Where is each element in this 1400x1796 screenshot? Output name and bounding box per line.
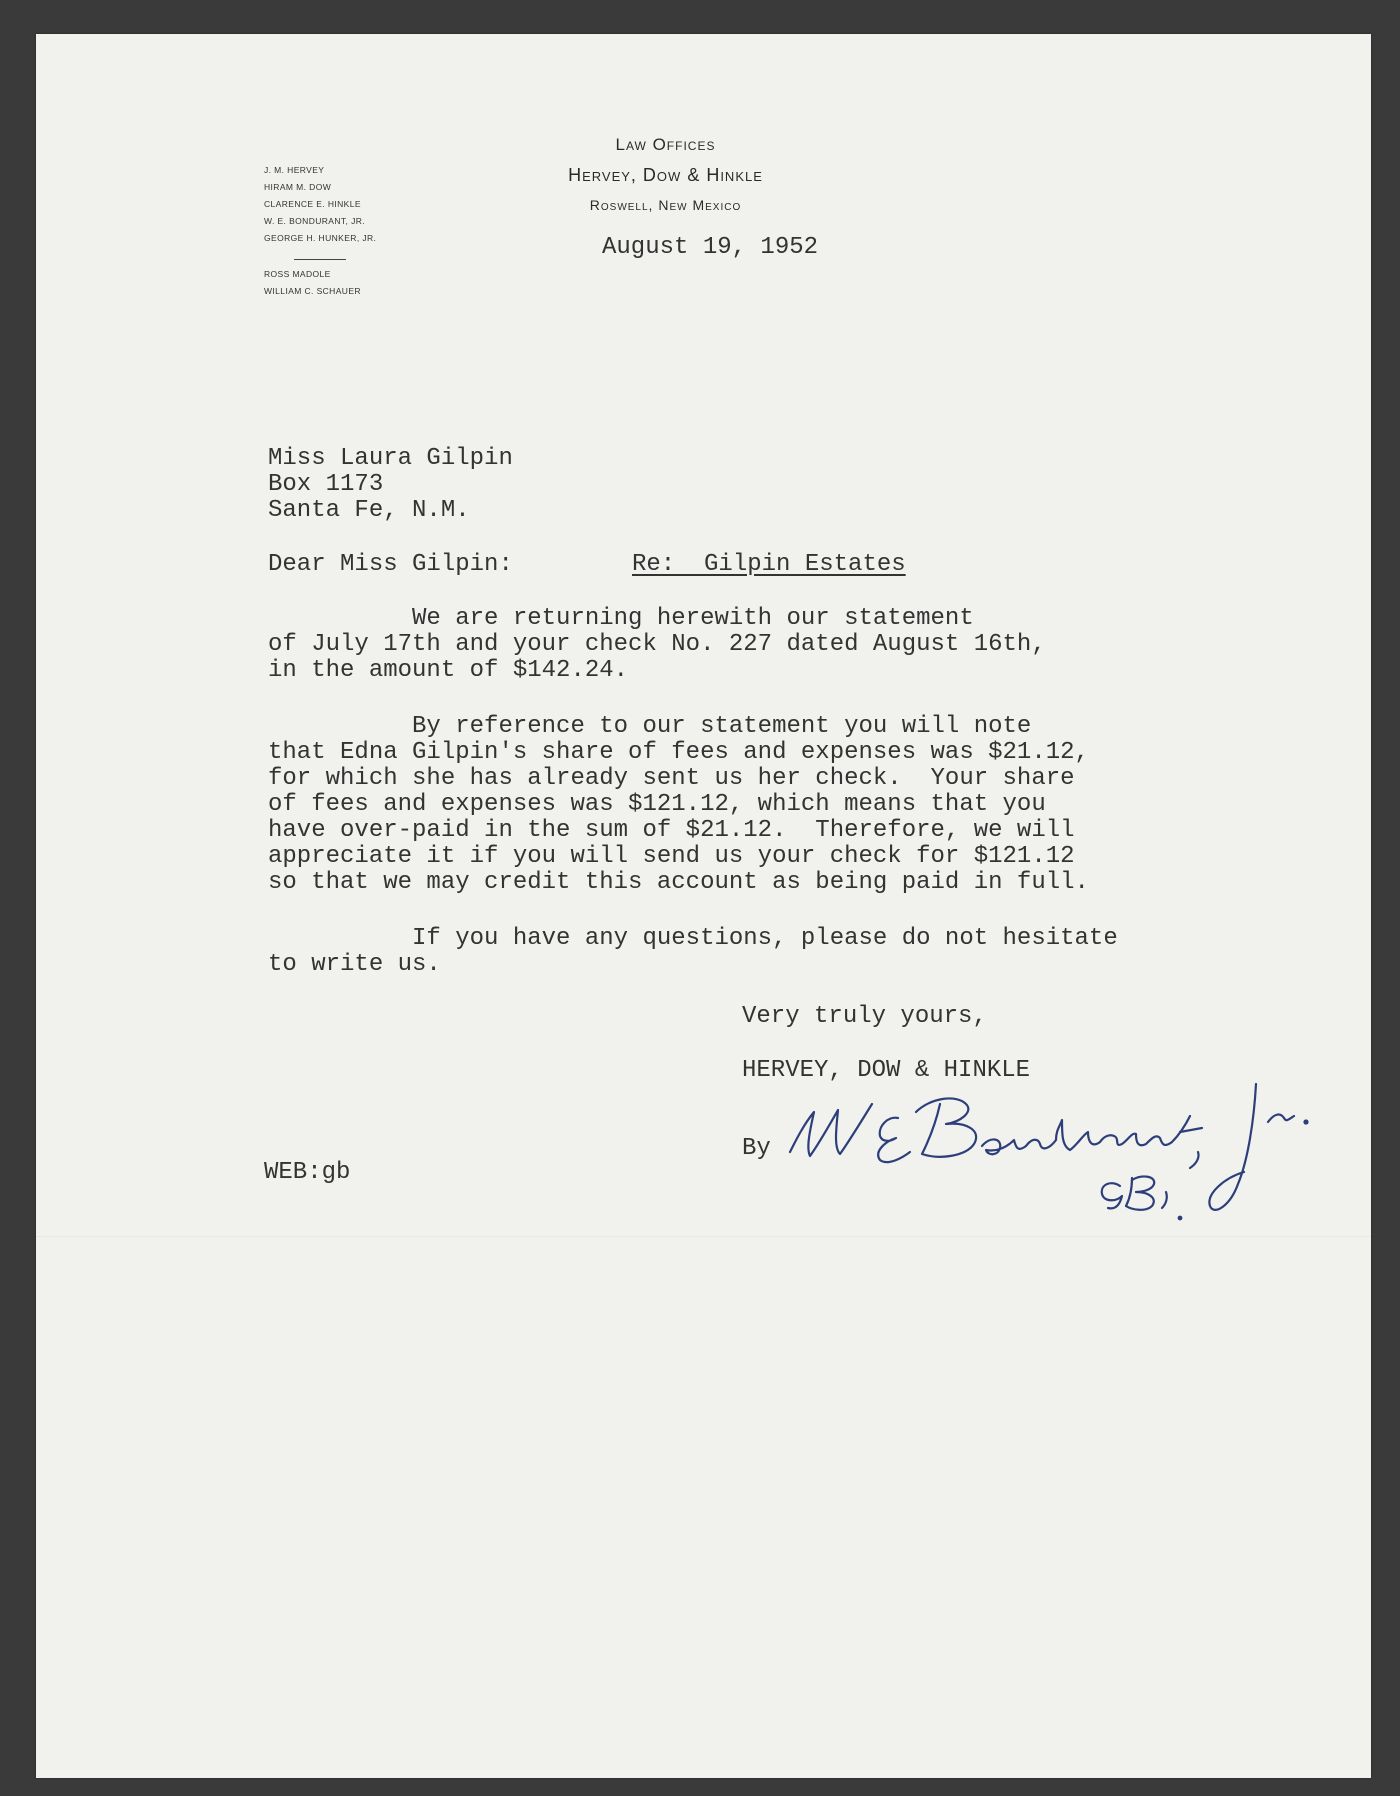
firm-name: Hervey, Dow & Hinkle <box>568 165 763 185</box>
partner-name: HIRAM M. DOW <box>264 182 332 192</box>
body-paragraph-2: By reference to our statement you will note that Edna Gilpin's share of fees and expenses was $21.12, for which she has already sent us her check. Your share of fees and expenses was $121.12, which means that you have over-paid in the sum of $21.12. Therefore, we will appreciate it if you will send us your check for $121.12 so that we may credit this account as being paid in full. <box>268 713 1089 896</box>
letter-page <box>36 34 1371 1778</box>
complimentary-closing: Very truly yours, <box>742 1003 987 1030</box>
letterhead <box>0 130 1333 220</box>
letterhead-title: Law Offices <box>615 135 716 154</box>
partner-divider <box>294 259 346 260</box>
handwritten-signature <box>770 1060 1330 1230</box>
salutation: Dear Miss Gilpin: <box>268 551 513 578</box>
signature-firm: HERVEY, DOW & HINKLE <box>742 1057 1031 1084</box>
fold-line <box>36 1236 1371 1238</box>
firm-location: Roswell, New Mexico <box>589 197 742 213</box>
partner-name: W. E. BONDURANT, JR. <box>264 216 366 226</box>
address-line: Box 1173 <box>268 471 384 498</box>
reference-initials: WEB:gb <box>264 1159 351 1186</box>
body-paragraph-3: If you have any questions, please do not hesitate to write us. <box>268 925 1118 978</box>
address-line: Santa Fe, N.M. <box>268 497 470 524</box>
subject-line: Re: Gilpin Estates <box>632 551 906 578</box>
partner-name: GEORGE H. HUNKER, JR. <box>264 233 377 243</box>
address-line: Miss Laura Gilpin <box>268 445 513 472</box>
letter-date: August 19, 1952 <box>602 234 819 261</box>
partner-name: J. M. HERVEY <box>264 165 325 175</box>
signature-by-label: By <box>742 1135 771 1162</box>
partner-name: CLARENCE E. HINKLE <box>264 199 361 209</box>
recipient-address <box>268 446 513 524</box>
body-paragraph-1: We are returning herewith our statement of July 17th and your check No. 227 dated August 16th, in the amount of $142.24. <box>268 605 1046 684</box>
associate-name: WILLIAM C. SCHAUER <box>264 286 361 296</box>
associate-name: ROSS MADOLE <box>264 269 331 279</box>
